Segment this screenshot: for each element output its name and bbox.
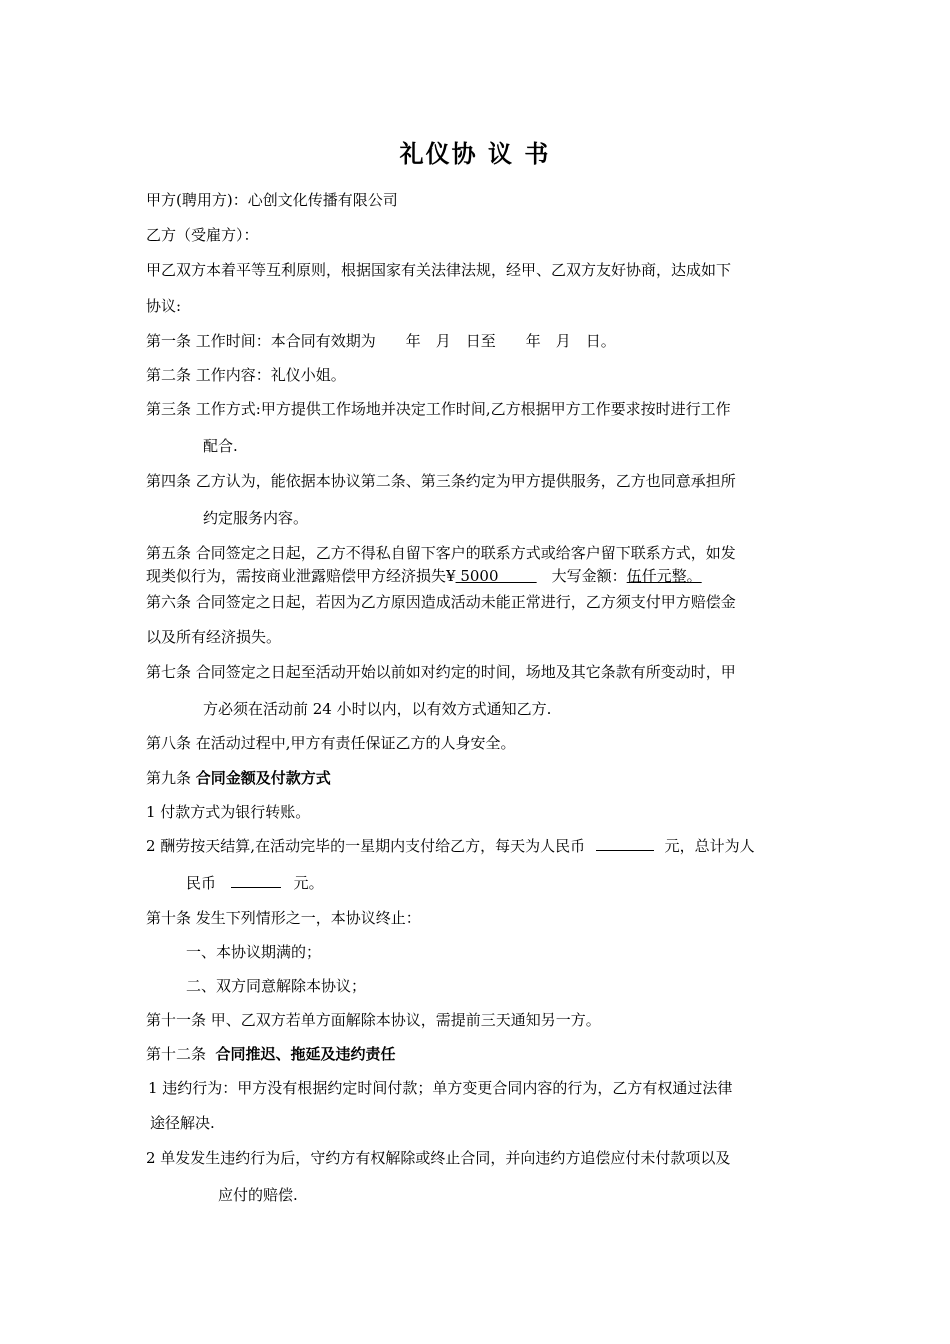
compensation-amount: 5000 [455, 567, 537, 585]
article-9-heading: 合同金额及付款方式 [195, 769, 331, 787]
article-12 [146, 1044, 396, 1064]
payment-item-2-line-2 [186, 873, 324, 893]
article-7-line-1: 第七条 合同签定之日起至活动开始以前如对约定的时间，场地及其它条款有所变动时，甲 [146, 663, 736, 681]
document-title: 礼仪协 议 书 [399, 139, 551, 168]
payment-item-1: 1 付款方式为银行转账。 [146, 803, 311, 821]
article-4-line-1: 第四条 乙方认为，能依据本协议第二条、第三条约定为甲方提供服务，乙方也同意承担所 [146, 472, 736, 490]
payment-currency-text: 民币 [186, 874, 217, 892]
payment-daily-text: 2 酬劳按天结算,在活动完毕的一星期内支付给乙方，每天为人民币 [146, 837, 586, 855]
article-5-line-1: 第五条 合同签定之日起，乙方不得私自留下客户的联系方式或给客户留下联系方式，如发 [146, 544, 736, 562]
party-b-line: 乙方（受雇方）： [146, 226, 259, 244]
daily-amount-blank [596, 836, 654, 851]
article-6-line-1: 第六条 合同签定之日起，若因为乙方原因造成活动未能正常进行，乙方须支付甲方赔偿金 [146, 593, 736, 611]
payment-unit-text: 元。 [293, 874, 324, 892]
breach-item-1-line-2: 途径解决. [150, 1114, 215, 1132]
daxie-amount: 伍仟元整。 [626, 567, 702, 585]
article-6-line-2: 以及所有经济损失。 [146, 628, 282, 646]
termination-item-2: 二、双方同意解除本协议； [186, 977, 367, 995]
article-5-line-2 [146, 566, 702, 586]
article-12-heading: 合同推迟、拖延及违约责任 [215, 1045, 396, 1063]
article-8: 第八条 在活动过程中,甲方有责任保证乙方的人身安全。 [146, 734, 516, 752]
article-12-number: 第十二条 [146, 1045, 216, 1063]
article-1: 第一条 工作时间：本合同有效期为 年 月 日至 年 月 日。 [146, 332, 616, 350]
article-7-line-2: 方必须在活动前 24 小时以内，以有效方式通知乙方. [203, 700, 552, 718]
article-3-line-1: 第三条 工作方式:甲方提供工作场地并决定工作时间,乙方根据甲方工作要求按时进行工作 [146, 400, 731, 418]
payment-item-2-line-1 [146, 836, 755, 856]
article-2: 第二条 工作内容：礼仪小姐。 [146, 366, 346, 384]
article-3-line-2: 配合. [203, 437, 238, 455]
article-9 [146, 768, 331, 788]
breach-item-2-line-2: 应付的赔偿. [218, 1186, 298, 1204]
preamble-line-1: 甲乙双方本着平等互利原则，根据国家有关法律法规，经甲、乙双方友好协商，达成如下 [146, 261, 732, 279]
article-10: 第十条 发生下列情形之一，本协议终止： [146, 909, 421, 927]
article-11: 第十一条 甲、乙双方若单方面解除本协议，需提前三天通知另一方。 [146, 1011, 601, 1029]
article-4-line-2: 约定服务内容。 [203, 509, 309, 527]
payment-total-text: 元，总计为人 [664, 837, 755, 855]
breach-item-1-line-1: 1 违约行为：甲方没有根据约定时间付款；单方变更合同内容的行为，乙方有权通过法律 [148, 1079, 733, 1097]
article-5-loss-text: 现类似行为，需按商业泄露赔偿甲方经济损失¥ [146, 567, 456, 585]
daxie-label: 大写金额： [536, 567, 627, 585]
party-a-line: 甲方(聘用方)：心创文化传播有限公司 [146, 191, 398, 209]
total-amount-blank [231, 873, 281, 888]
termination-item-1: 一、本协议期满的； [186, 943, 322, 961]
preamble-line-2: 协议: [146, 297, 182, 315]
breach-item-2-line-1: 2 单发发生违约行为后，守约方有权解除或终止合同，并向违约方追偿应付未付款项以及 [146, 1149, 731, 1167]
article-9-number: 第九条 [146, 769, 196, 787]
